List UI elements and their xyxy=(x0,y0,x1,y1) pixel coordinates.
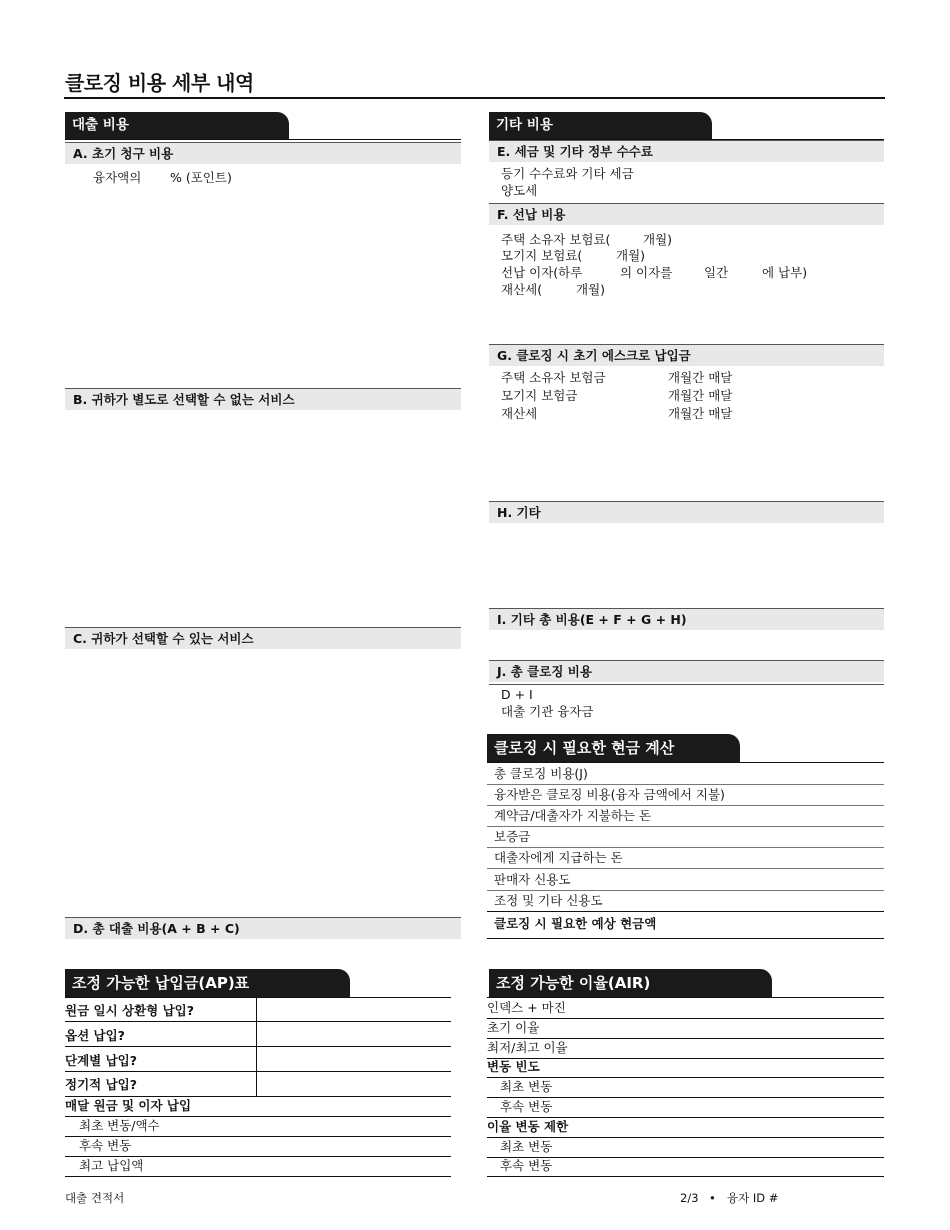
cash-row-divider xyxy=(487,890,884,891)
ap-row-divider xyxy=(65,1136,451,1137)
escrow-row-per: 개월간 매달 xyxy=(668,406,733,421)
cash-row-divider xyxy=(487,784,884,785)
air-row-divider xyxy=(487,1058,884,1059)
section-j-item: 대출 기관 융자금 xyxy=(501,704,594,719)
prepaid-homeowners-months: 개월) xyxy=(643,232,673,247)
loan-costs-header: 대출 비용 xyxy=(65,112,289,139)
cash-row-divider xyxy=(487,805,884,806)
section-g-title: G. 클로징 시 초기 에스크로 납입금 xyxy=(489,344,884,366)
loan-costs-rule xyxy=(65,139,461,140)
prepaid-tax-label: 재산세( xyxy=(501,282,543,297)
prepaid-interest-paid: 에 납부) xyxy=(762,265,808,280)
ap-row-divider xyxy=(65,1116,451,1117)
ap-question: 정기적 납입? xyxy=(65,1077,137,1092)
section-a-title: A. 초기 청구 비용 xyxy=(65,142,461,164)
ap-monthly-row: 후속 변동 xyxy=(79,1138,132,1153)
escrow-row-label: 주택 소유자 보험금 xyxy=(501,370,606,385)
air-row-divider xyxy=(487,1018,884,1019)
ap-row-divider xyxy=(65,1156,451,1157)
cash-total-divider xyxy=(487,911,884,912)
cash-to-close-rule xyxy=(487,762,884,763)
air-frequency-row: 최초 변동 xyxy=(500,1079,553,1094)
page-title: 클로징 비용 세부 내역 xyxy=(65,71,254,95)
section-f-title: F. 선납 비용 xyxy=(489,203,884,225)
ap-row-divider xyxy=(65,1176,451,1177)
footer-borrower-id: 융자 ID # xyxy=(727,1191,779,1205)
prepaid-homeowners-label: 주택 소유자 보험료( xyxy=(501,232,611,247)
ap-question: 옵션 납입? xyxy=(65,1028,125,1043)
air-frequency-row: 후속 변동 xyxy=(500,1099,553,1114)
prepaid-tax-months: 개월) xyxy=(576,282,606,297)
section-e-item: 양도세 xyxy=(501,183,538,198)
cash-row: 보증금 xyxy=(494,829,531,844)
ap-monthly-title: 매달 원금 및 이자 납입 xyxy=(65,1098,192,1113)
air-table-header: 조정 가능한 이율(AIR) xyxy=(489,969,772,997)
prepaid-interest-per: 의 이자를 xyxy=(620,265,673,280)
prepaid-mortgage-months: 개월) xyxy=(616,248,646,263)
air-row: 최저/최고 이율 xyxy=(487,1040,568,1055)
section-b-title: B. 귀하가 별도로 선택할 수 없는 서비스 xyxy=(65,388,461,410)
air-row-divider xyxy=(487,1176,884,1177)
cash-row: 대출자에게 지급하는 돈 xyxy=(494,850,623,865)
ap-question: 원금 일시 상환형 납입? xyxy=(65,1003,194,1018)
air-limits-title: 이율 변동 제한 xyxy=(487,1119,569,1134)
air-frequency-title: 변동 빈도 xyxy=(487,1059,540,1074)
title-rule xyxy=(64,97,885,99)
section-d-title: D. 총 대출 비용(A + B + C) xyxy=(65,917,461,939)
air-row-divider xyxy=(487,1097,884,1098)
air-row-divider xyxy=(487,1038,884,1039)
section-j-title: J. 총 클로징 비용 xyxy=(489,660,884,682)
section-e-item: 등기 수수료와 기타 세금 xyxy=(501,166,634,181)
section-j-rule xyxy=(489,684,884,685)
footer-document-name: 대출 견적서 xyxy=(65,1191,125,1205)
air-row-divider xyxy=(487,1137,884,1138)
escrow-row-per: 개월간 매달 xyxy=(668,370,733,385)
ap-row-divider xyxy=(65,1071,451,1072)
air-row: 인덱스 + 마진 xyxy=(487,1000,566,1015)
ap-row-divider xyxy=(65,1096,451,1097)
cash-row: 판매자 신용도 xyxy=(494,872,571,887)
escrow-row-per: 개월간 매달 xyxy=(668,388,733,403)
prepaid-mortgage-label: 모기지 보험료( xyxy=(501,248,583,263)
ap-table-header: 조정 가능한 납입금(AP)표 xyxy=(65,969,350,997)
ap-row-divider xyxy=(65,1021,451,1022)
section-i-title: I. 기타 총 비용(E + F + G + H) xyxy=(489,608,884,630)
air-table-rule xyxy=(487,997,884,998)
ap-monthly-row: 최초 변동/액수 xyxy=(79,1118,160,1133)
air-limits-row: 후속 변동 xyxy=(500,1158,553,1173)
cash-row: 총 클로징 비용(J) xyxy=(494,766,588,781)
cash-row: 조정 및 기타 신용도 xyxy=(494,893,603,908)
cash-row-divider xyxy=(487,868,884,869)
ap-question: 단계별 납입? xyxy=(65,1053,137,1068)
section-c-title: C. 귀하가 선택할 수 있는 서비스 xyxy=(65,627,461,649)
ap-table-rule xyxy=(65,997,451,998)
cash-row-divider xyxy=(487,826,884,827)
footer-bullet: • xyxy=(709,1191,716,1205)
section-a-line1-prefix: 융자액의 xyxy=(93,170,142,185)
cash-to-close-total: 클로징 시 필요한 예상 현금액 xyxy=(494,916,657,931)
other-costs-header: 기타 비용 xyxy=(489,112,712,139)
section-a-line1-suffix: % (포인트) xyxy=(170,170,232,185)
section-h-title: H. 기타 xyxy=(489,501,884,523)
air-limits-row: 최초 변동 xyxy=(500,1139,553,1154)
footer-page-number: 2/3 xyxy=(680,1191,699,1205)
cash-bottom-rule xyxy=(487,938,884,939)
air-row: 초기 이율 xyxy=(487,1020,540,1035)
escrow-row-label: 재산세 xyxy=(501,406,538,421)
section-j-item: D + I xyxy=(501,687,533,702)
section-e-title: E. 세금 및 기타 정부 수수료 xyxy=(489,140,884,162)
ap-monthly-row: 최고 납입액 xyxy=(79,1158,144,1173)
cash-row-divider xyxy=(487,847,884,848)
air-row-divider xyxy=(487,1117,884,1118)
escrow-row-label: 모기지 보험금 xyxy=(501,388,578,403)
cash-to-close-header: 클로징 시 필요한 현금 계산 xyxy=(487,734,740,762)
air-row-divider xyxy=(487,1077,884,1078)
prepaid-interest-label: 선납 이자(하루 xyxy=(501,265,583,280)
ap-row-divider xyxy=(65,1046,451,1047)
prepaid-interest-days: 일간 xyxy=(704,265,729,280)
cash-row: 계약금/대출자가 지불하는 돈 xyxy=(494,808,652,823)
cash-row: 융자받은 클로징 비용(융자 금액에서 지불) xyxy=(494,787,725,802)
